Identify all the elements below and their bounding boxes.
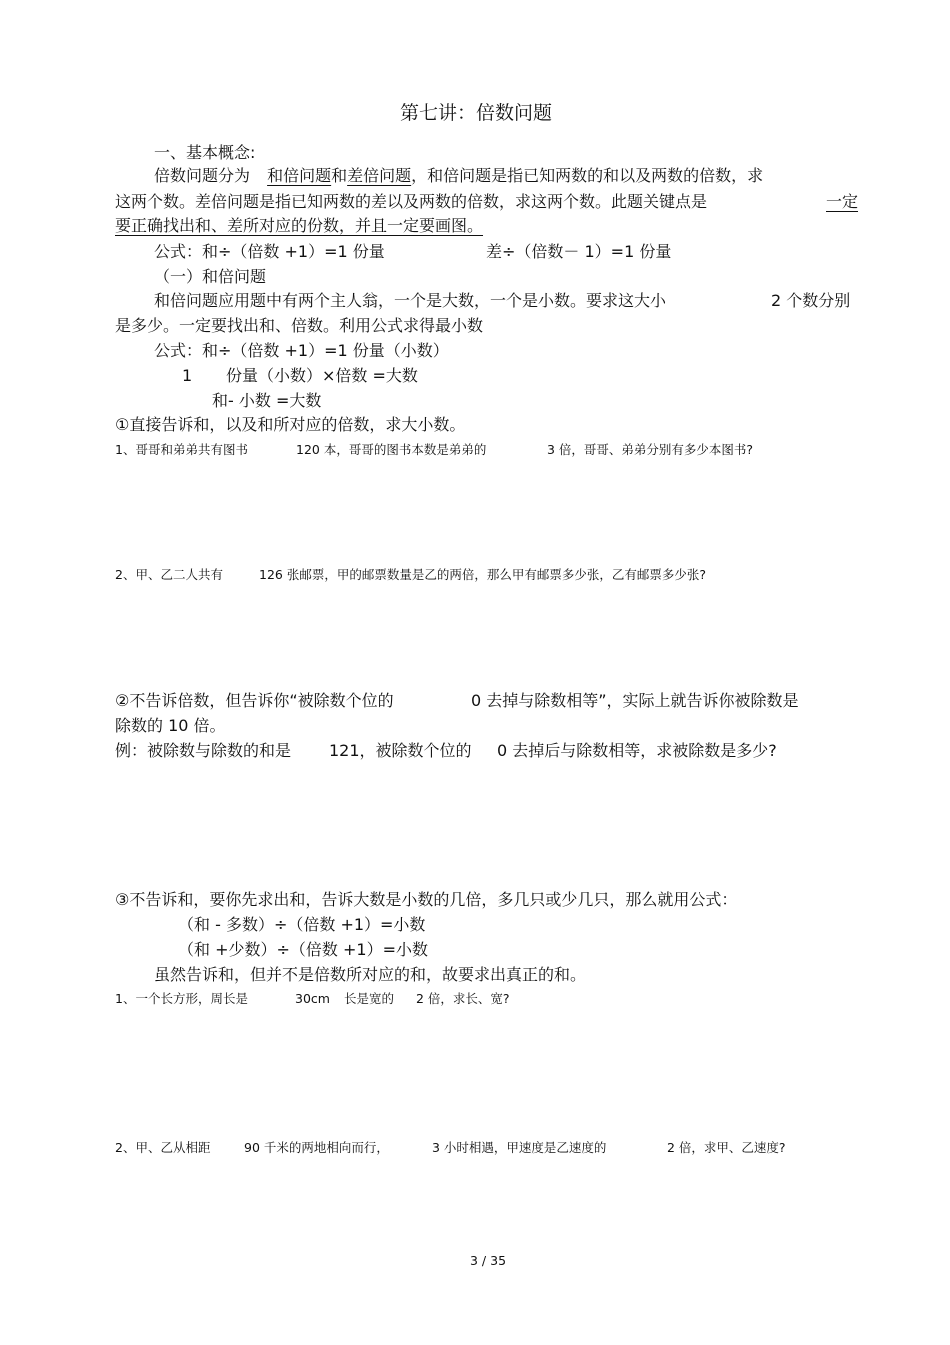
question-3a: 1、一个长方形，周长是 (115, 991, 248, 1006)
formula-a: 公式：和÷（倍数 +1）=1 份量（小数） (154, 341, 449, 360)
question-2b: 126 张邮票，甲的邮票数量是乙的两倍，那么甲有邮票多少张，乙有邮票多少张? (259, 567, 706, 582)
case-2-heading-b: 0 去掉与除数相等”，实际上就告诉你被除数是 (471, 691, 799, 710)
example-b: 121，被除数个位的 (329, 741, 472, 760)
formula-3b: （和 +少数）÷（倍数 +1）=小数 (178, 940, 428, 959)
term-sum-multiple: 和倍问题 (267, 166, 332, 185)
question-2a: 2、甲、乙二人共有 (115, 567, 223, 582)
formula-sum: 公式：和÷（倍数 +1）=1 份量 (154, 242, 385, 261)
formula-b-number: 1 (182, 366, 193, 385)
para2-line-1a: 和倍问题应用题中有两个主人翁，一个是大数，一个是小数。要求这大小 (154, 291, 667, 310)
question-4b: 90 千米的两地相向而行， (244, 1140, 389, 1155)
question-3d: 2 倍，求长、宽? (416, 991, 510, 1006)
case-2-line-2: 除数的 10 倍。 (115, 716, 226, 735)
case-3-heading: ③不告诉和，要你先求出和，告诉大数是小数的几倍，多几只或少几只，那么就用公式： (115, 890, 738, 909)
example-a: 例：被除数与除数的和是 (115, 741, 292, 760)
intro-line-3: 要正确找出和、差所对应的份数，并且一定要画图。 (115, 216, 484, 235)
case-1-heading: ①直接告诉和，以及和所对应的倍数，求大小数。 (115, 415, 466, 434)
page-title: 第七讲：倍数问题 (400, 102, 553, 124)
formula-diff: 差÷（倍数－ 1）=1 份量 (486, 242, 672, 261)
subsection-heading: （一）和倍问题 (154, 267, 267, 286)
page-number: 3 / 35 (470, 1253, 507, 1268)
question-3b: 30cm (295, 991, 330, 1006)
question-1c: 3 倍，哥哥、弟弟分别有多少本图书? (547, 442, 754, 457)
note: 虽然告诉和，但并不是倍数所对应的和，故要求出真正的和。 (154, 965, 587, 984)
para2-line-2: 是多少。一定要找出和、倍数。利用公式求得最小数 (115, 316, 484, 335)
question-3c: 长是宽的 (344, 991, 395, 1006)
term-diff-multiple: 差倍问题 (347, 166, 412, 185)
section-heading: 一、基本概念: (154, 143, 256, 162)
question-4c: 3 小时相遇，甲速度是乙速度的 (432, 1140, 607, 1155)
question-4a: 2、甲、乙从相距 (115, 1140, 211, 1155)
question-4d: 2 倍，求甲、乙速度? (667, 1140, 786, 1155)
question-1b: 120 本，哥哥的图书本数是弟弟的 (296, 442, 487, 457)
para2-line-1b: 2 个数分别 (771, 291, 851, 310)
intro-key-underline: 一定 (826, 192, 859, 211)
example-c: 0 去掉后与除数相等，求被除数是多少? (497, 741, 777, 760)
formula-b: 份量（小数）×倍数 =大数 (226, 366, 418, 385)
intro-line-1: 倍数问题分为 和倍问题和差倍问题，和倍问题是指已知两数的和以及两数的倍数，求 (154, 166, 764, 185)
case-2-heading-a: ②不告诉倍数，但告诉你“被除数个位的 (115, 691, 394, 710)
formula-c: 和- 小数 =大数 (212, 391, 322, 410)
formula-3a: （和 - 多数）÷（倍数 +1）=小数 (178, 915, 426, 934)
intro-line-2: 这两个数。差倍问题是指已知两数的差以及两数的倍数，求这两个数。此题关键点是 (115, 192, 708, 211)
question-1a: 1、哥哥和弟弟共有图书 (115, 442, 248, 457)
